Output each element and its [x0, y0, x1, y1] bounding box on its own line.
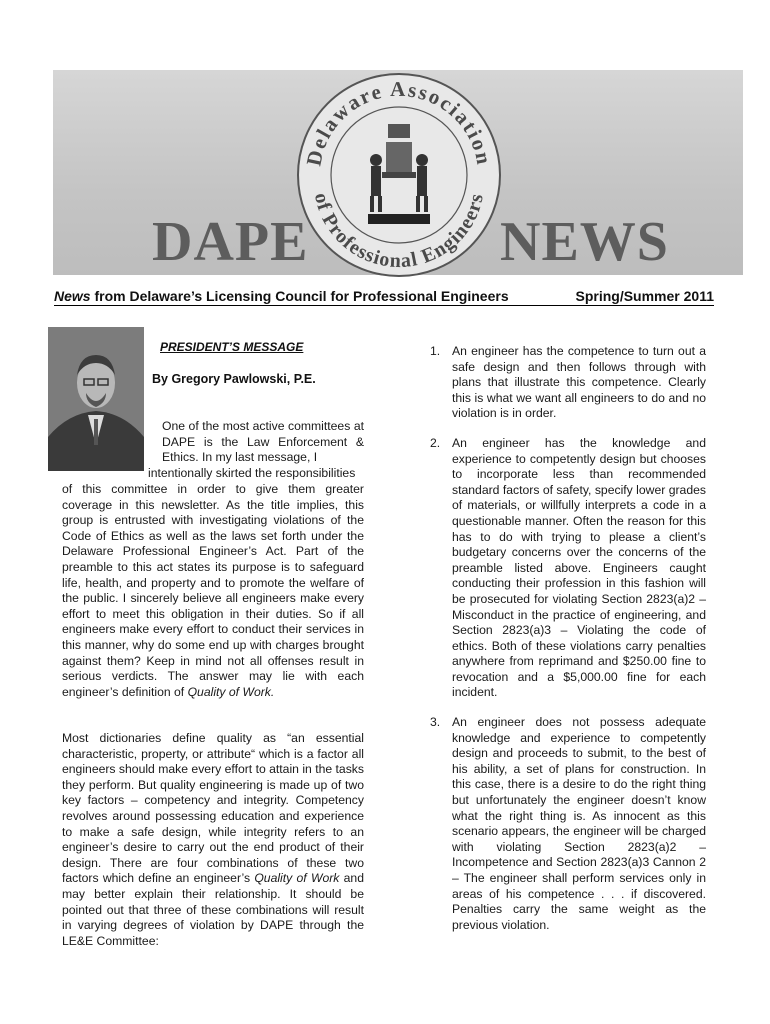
paragraph-2-text-b: and may better explain their relationship. It should be pointed out that three of these combinations will result in varying degrees of violation by DAPE through the LE&E Committee:: [62, 871, 364, 948]
list-item-number: 1.: [430, 344, 441, 358]
paragraph-1-continuation: intentionally skirted the responsibilities: [148, 466, 356, 480]
combinations-list: [426, 344, 706, 947]
list-item-number: 3.: [430, 715, 441, 730]
newsletter-tagline: [54, 288, 714, 306]
list-item-text: An engineer has the competence to turn out a safe design and then follows through with plans that illustrate this competence. Clearly this is what we want all engineers to do and no violation is in order.: [452, 344, 706, 421]
paragraph-1-body: [62, 482, 364, 700]
tagline-text: from Delaware’s Licensing Council for Professional Engineers: [90, 288, 509, 304]
seal-bottom-text: of Professional Engineers: [309, 190, 489, 273]
list-item-text: An engineer does not possess adequate knowledge and experience to competently design and proceeds to submit, to the best of his ability, a set of plans for construction. In this case, there is a desire to do the right thing but unfortunately the engineer doesn’t know what the right thing is. As innocent as this scenario appears, the engineer will be charged with violating Section 2823(a)2 – Incompetence and Section 2823(a)3 Cannon 2 – The engineer shall perform services only in areas of his competence . . . if discovered. Penalties carry the same weight as the previous violation.: [452, 715, 706, 932]
list-item: [426, 436, 706, 701]
paragraph-2-italic: Quality of Work: [254, 871, 340, 886]
list-item-text: An engineer has the knowledge and experience to competently design but chooses to incorporate less than recommended standard factors of safety, specify lower grades of materials, or willfully interprets a code in a questionable manner. Often the reason for this has to do with trying to please a client’s budgetary concerns over the concerns of the preamble listed above. Engineers caught conducting their profession in this fashion will be prosecuted for violating Section 2823(a)2 – Misconduct in the practice of engineering, and Section 2823(a)3 – Violating the code of ethics. Both of these violations carry penalties anywhere from reprimand and $250.00 fine to revocation and a $5,000.00 fine for each incident.: [452, 435, 706, 700]
president-portrait-image: [48, 327, 144, 471]
tagline-news-word: News: [54, 288, 91, 304]
paragraph-1-italic: Quality of Work.: [187, 684, 275, 699]
paragraph-1-wrapped: One of the most active committees at DAPE is the Law Enforcement & Ethics. In my last message, I: [162, 419, 364, 465]
paragraph-2: [62, 731, 364, 949]
byline: By Gregory Pawlowski, P.E.: [152, 372, 316, 386]
dape-seal-logo: [296, 72, 502, 278]
list-item-number: 2.: [430, 435, 441, 450]
list-item: [426, 344, 706, 422]
paragraph-2-text-a: Most dictionaries define quality as “an essential characteristic, property, or attribute“ which is a factor all engineers should make every effort to attain in the tasks they perform. But quality engineering is made up of two key factors – competency and integrity. Competency revolves around possessing education and experience to make a safe design, while integrity refers to an engineer’s desire to carry out the end product of their design. There are four combinations of these two factors which define an engineer’s: [62, 731, 364, 886]
seal-top-text: Delaware Association: [301, 76, 497, 168]
masthead-news-title: NEWS: [500, 211, 669, 273]
paragraph-1-text: of this committee in order to give them greater coverage in this newsletter. As the title implies, this group is entrusted with investigating violations of the Code of Ethics as well as the laws set forth under the Delaware Professional Engineer’s Act. Part of the preamble to this act states its purpose is to safeguard life, health, and property and to promote the welfare of the public. I sincerely believe all engineers make every effort to meet this obligation in their duties. So if all engineers make every effort to conduct their services in this manner, why do some end up with charges brought against them? Keep in mind not all offenses result in serious verdicts. The answer may lie with each engineer’s definition of: [62, 482, 364, 699]
presidents-message-heading: PRESIDENT’S MESSAGE: [160, 340, 304, 354]
issue-date: Spring/Summer 2011: [575, 288, 714, 304]
masthead-dape-title: DAPE: [152, 211, 309, 273]
list-item: [426, 715, 706, 933]
president-photo: [48, 327, 144, 471]
